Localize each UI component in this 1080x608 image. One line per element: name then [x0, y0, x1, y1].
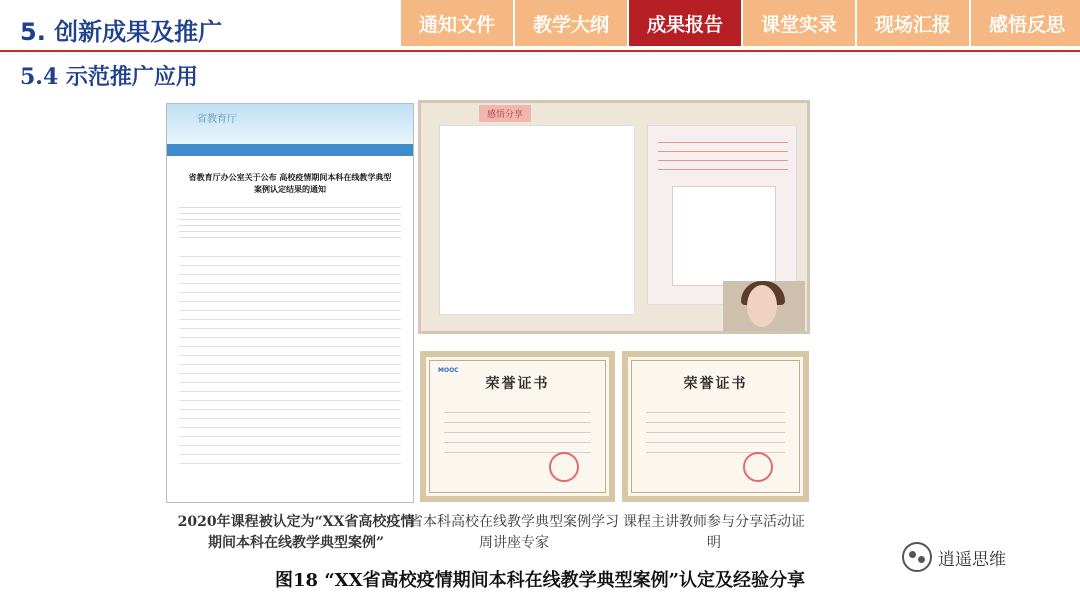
- mooc-logo: MOOC: [438, 367, 459, 374]
- notice-heading: 省教育厅办公室关于公布 高校疫情期间本科在线教学典型案例认定结果的通知: [188, 173, 392, 194]
- top-nav: [401, 0, 1080, 46]
- presenter-face: [747, 285, 777, 327]
- certificate-text: [444, 403, 591, 459]
- tab-notice-files[interactable]: 通知文件: [401, 0, 513, 46]
- section-title: 5.4 示范推广应用: [20, 64, 198, 90]
- tab-results-report[interactable]: 成果报告: [629, 0, 741, 46]
- notice-banner: 省教育厅: [167, 104, 413, 144]
- figure-caption: 图18 “XX省高校疫情期间本科在线教学典型案例”认定及经验分享: [275, 570, 805, 591]
- certificate-title: 荣誉证书: [683, 376, 748, 392]
- caption-lecture-expert: 省本科高校在线教学典型案例学习周讲座专家: [409, 514, 619, 551]
- header-divider: [0, 50, 1080, 52]
- certificate-sharing: [622, 351, 809, 502]
- seal-icon: [549, 452, 579, 482]
- notice-breadcrumb: [167, 156, 413, 166]
- certificate-text: [646, 403, 785, 459]
- caption-notice: 2020年课程被认定为“XX省高校疫情期间本科在线教学典型案例”: [177, 514, 415, 551]
- webcam-video: [723, 281, 805, 331]
- slide-document-sheet: [672, 186, 776, 286]
- tab-live-report[interactable]: 现场汇报: [857, 0, 969, 46]
- slide-tab-label: 感悟分享: [479, 105, 531, 122]
- notice-screenshot: [166, 103, 414, 503]
- certificate-mooc: [420, 351, 615, 502]
- wechat-icon: [902, 542, 932, 572]
- slide-red-text: [658, 134, 788, 174]
- slide-text-panel: [439, 125, 635, 315]
- watermark: [902, 542, 1006, 572]
- caption-sharing-proof: 课程主讲教师参与分享活动证明: [623, 514, 805, 551]
- notice-body-text: [179, 248, 401, 468]
- tab-class-recording[interactable]: 课堂实录: [743, 0, 855, 46]
- slide-screenshot: [418, 100, 810, 334]
- notice-nav-bar: [167, 144, 413, 156]
- tab-reflection[interactable]: 感悟反思: [971, 0, 1080, 46]
- certificate-title: 荣誉证书: [485, 376, 550, 392]
- seal-icon: [743, 452, 773, 482]
- page-title: 5. 创新成果及推广: [20, 18, 223, 46]
- slide-document-panel: [647, 125, 797, 305]
- tab-syllabus[interactable]: 教学大纲: [515, 0, 627, 46]
- watermark-text: 逍遥思维: [938, 549, 1006, 570]
- notice-meta-table: [179, 202, 401, 240]
